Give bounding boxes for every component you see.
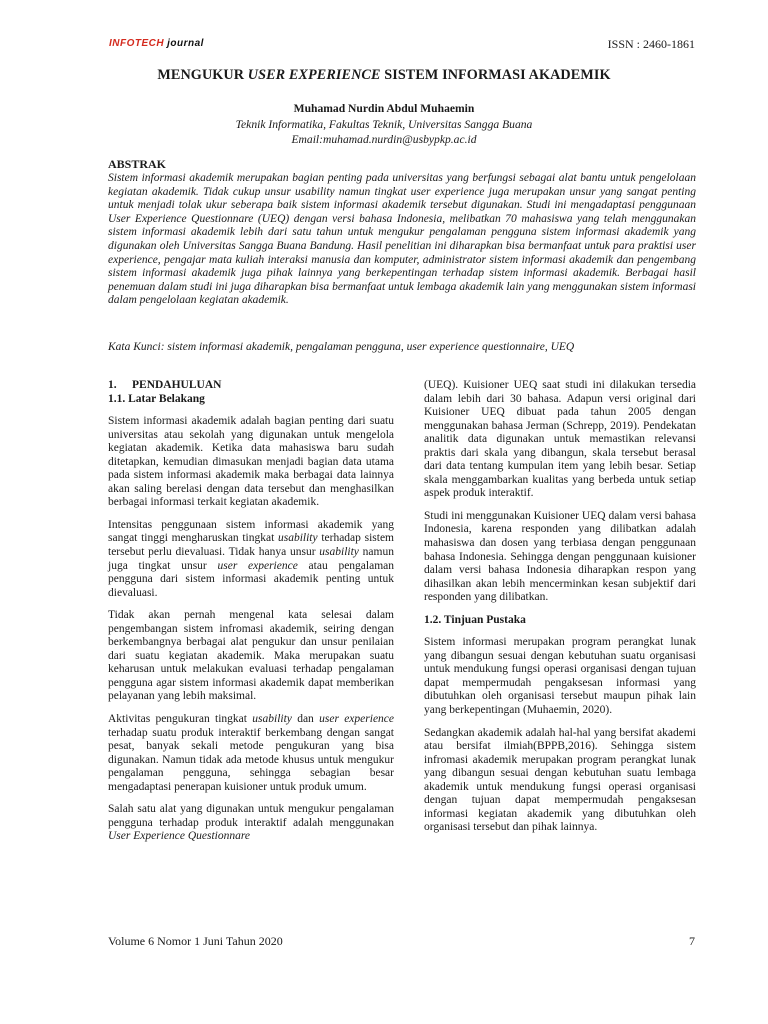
text-run: terhadap sistem tersebut perlu dievaluasi. Tidak hanya unsur — [108, 532, 394, 559]
author-name: Muhamad Nurdin Abdul Muhaemin — [293, 102, 475, 115]
title-part-1: MENGUKUR — [157, 67, 248, 83]
paragraph — [108, 803, 394, 844]
subsection-heading-1-1: 1.1. Latar Belakang — [108, 392, 205, 405]
italic-term: usability — [252, 713, 292, 726]
text-run: namun juga tingkat unsur — [108, 546, 394, 572]
text-run: atau pengalaman pengguna dari sistem informasi akademik penting untuk dievaluasi. — [108, 559, 394, 599]
page-number: 7 — [689, 934, 695, 948]
italic-term: user experience — [319, 713, 395, 726]
section-heading — [108, 379, 394, 393]
journal-word: journal — [167, 38, 204, 49]
paragraph: (UEQ). Kuisioner UEQ saat studi ini dilakukan tersedia dalam lebih dari 30 bahasa. Adapun versi original dari Kuisioner UEQ dibuat pada tahun 2005 dengan menggunakan bahasa Jerman (Schrepp, 2019). Pendekatan analitik data digunakan untuk memastikan relevansi praktis dari skala yang dibangun, skala tersebut berasal dari data tentang kumpulan item yang lebih besar. Setiap skala menggambarkan kualitas yang berbeda untuk setiap aspek produk interaktif. — [424, 379, 696, 500]
article-title — [100, 67, 668, 84]
text-run: Intensitas penggunaan sistem informasi akademik yang sangat tinggi mengharuskan tingkat — [108, 518, 394, 545]
title-italic-part: USER EXPERIENCE — [247, 67, 381, 83]
left-column — [108, 379, 394, 853]
italic-term: user experience — [217, 559, 298, 572]
text-run: dan — [291, 713, 320, 726]
paragraph — [108, 713, 394, 794]
journal-brand: INFOTECH — [109, 38, 165, 49]
abstract-heading: ABSTRAK — [108, 157, 167, 171]
section-number: 1. — [108, 379, 117, 391]
keywords: Kata Kunci: sistem informasi akademik, pengalaman pengguna, user experience questionnaire, UEQ — [108, 341, 575, 353]
paragraph: Sedangkan akademik adalah hal-hal yang bersifat akademi atau bersifat ilmiah(BPPB,2016). Sehingga sistem infromasi akademik merupakan program perangkat lunak yang dibangun sesuai dengan kebutuhan suatu lembaga akademik untuk mendukung fungsi operasi organisasi dengan tujuan dapat mempermudah pengaksesan informasi kegiatan akademik yang dibutuhkan oleh organisasi tersebut dan pihak lainnya. — [424, 726, 696, 834]
issn-label: ISSN : 2460-1861 — [607, 37, 695, 51]
text-run: Salah satu alat yang digunakan untuk mengukur pengalaman pengguna terhadap produk interaktif adalah menggunakan — [108, 803, 394, 829]
text-run: Aktivitas pengukuran tingkat — [108, 713, 253, 726]
italic-term: usability — [278, 532, 318, 545]
text-run: terhadap suatu produk interaktif berkembang dengan sangat pesat, banyak sekali metode pengukuran yang bisa digunakan. Namun tidak ada metode khusus untuk mengukur pengalaman pengguna, sehingga sebagian besar mengadaptasi penerapan kuisioner untuk produk umum. — [108, 726, 394, 793]
footer-volume: Volume 6 Nomor 1 Juni Tahun 2020 — [108, 934, 283, 948]
subsection-heading-1-2: 1.2. Tinjuan Pustaka — [424, 613, 526, 626]
paragraph: Tidak akan pernah mengenal kata selesai dalam pengembangan sistem infromasi akademik, seiring dengan berkembangnya berbagai alat pengukur dan unsur penilaian dari suatu kegiatan akademik. Maka merupakan suatu keharusan untuk melakukan evaluasi terhadap pengalaman pengguna agar sistem informasi akademik dapat memberikan pelayanan yang lebih maksimal. — [108, 609, 394, 703]
paragraph: Sistem informasi merupakan program perangkat lunak yang dibangun sesuai dengan kebutuhan suatu organisasi untuk mendukung fungsi operasi organisasi dengan tujuan dapat mempermudah pengaksesan informasi yang dibutuhkan oleh organisasi tersebut maupun pihak lain yang berkepentingan (Muhaemin, 2020). — [424, 636, 696, 717]
abstract-body: Sistem informasi akademik merupakan bagian penting pada universitas yang berfungsi sebagai alat bantu untuk pengelolaan kegiatan akademik. Tidak cukup unsur usability namun tingkat user experience juga merupakan unsur yang sangat penting untuk menjadi tolak ukur seberapa baik sistem informasi akademik tersebut digunakan. Studi ini mengadaptasi penggunaan User Experience Questionnare (UEQ) dengan versi bahasa Indonesia, melibatkan 70 mahasiswa yang telah menggunakan sistem informasi akademik lebih dari satu tahun untuk mengukur pengalaman pengguna sistem informasi akademik yang digunakan oleh Universitas Sangga Buana Bandung. Hasil penelitian ini diharapkan bisa bermanfaat untuk para praktisi user experience, pengajar mata kuliah interaksi manusia dan komputer, administrator sistem informasi akademik dan pengembang sistem informasi akademik juga pihak lainnya yang berkepentingan terhadap sistem informasi akademik. Berbagai hasil penemuan dalam studi ini juga diharapkan bisa bermanfaat untuk lembaga akademik lain yang menggunakan sistem informasi dalam pengelolaan kegiatan akademik. — [108, 172, 696, 307]
author-affiliation: Teknik Informatika, Fakultas Teknik, Universitas Sangga Buana — [235, 118, 533, 131]
paragraph — [108, 519, 394, 600]
paragraph: Studi ini menggunakan Kuisioner UEQ dalam versi bahasa Indonesia, karena responden yang dilibatkan adalah mahasiswa dan dosen yang terbiasa dengan penggunaan bahasa Indonesia. Sehingga dengan penggunaan kuisioner dalam versi bahasa Indonesia diharapkan respon yang dihasilkan akan lebih mencerminkan kesan subjektif dari responden yang dilibatkan. — [424, 509, 696, 604]
italic-term: usability — [319, 546, 359, 559]
section-title: PENDAHULUAN — [132, 379, 222, 391]
journal-logo — [109, 38, 204, 49]
title-part-2: SISTEM INFORMASI AKADEMIK — [380, 67, 611, 83]
author-email: Email:muhamad.nurdin@usbypkp.ac.id — [291, 133, 477, 146]
italic-term: User Experience Questionnare — [108, 830, 251, 843]
paragraph: Sistem informasi akademik adalah bagian penting dari suatu universitas atau sekolah yang digunakan untuk mengelola kegiatan akademik. Ketika data mahasiswa baru sudah ditetapkan, kemudian dimasukan menjadi bagian data utama pada sistem informasi akademik maka berbagai data lainnya akan saling berelasi dengan data tersebut dan menghasilkan berbagai informasi terkait kegiatan akademik. — [108, 415, 394, 509]
right-column — [424, 379, 696, 844]
